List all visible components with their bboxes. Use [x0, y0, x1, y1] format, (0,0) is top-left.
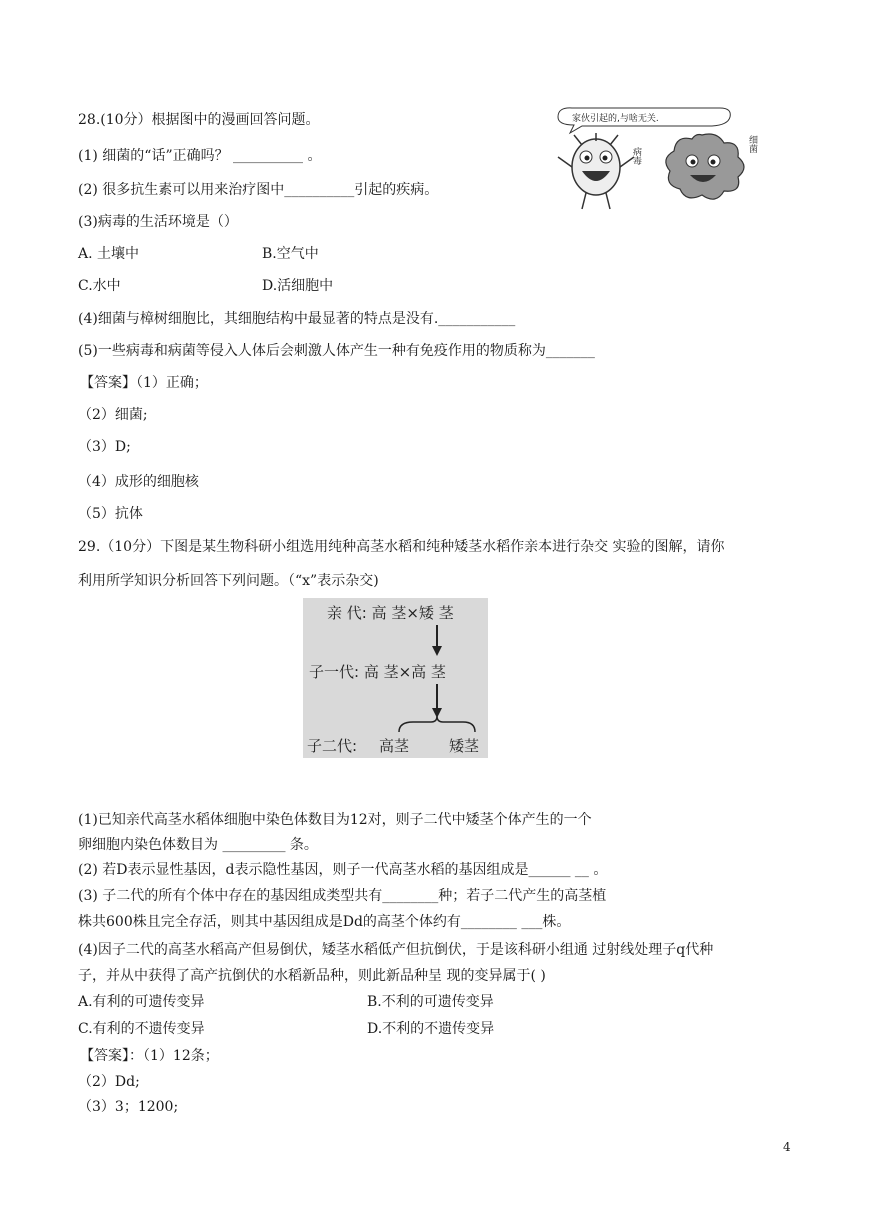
f2-short: 矮茎	[449, 737, 480, 755]
virus-character-icon	[558, 133, 634, 209]
q28-title: 28.(10分）根据图中的漫画回答问题。	[78, 112, 320, 128]
q28-answer-4: （4）成形的细胞核	[78, 474, 199, 490]
page-number: 4	[783, 1140, 791, 1154]
q29-option-b: B.不利的可遗传变异	[367, 994, 494, 1010]
q28-option-b: B.空气中	[262, 246, 319, 262]
q29-line-3: (2) 若D表示显性基因，d表示隐性基因，则子一代高茎水稻的基因组成是______ __ 。	[78, 862, 608, 878]
cartoon-speech: 家伙引起的,与啥无关.	[572, 114, 659, 124]
q29-intro-2: 利用所学知识分析回答下列问题。（“x”表示杂交)	[78, 573, 379, 589]
parent-generation-row: 亲 代: 高 茎×矮 茎	[327, 604, 454, 622]
q28-line-5: (5)一些病毒和病菌等侵入人体后会刺激人体产生一种有免疫作用的物质称为_______	[78, 343, 595, 359]
answer-1: （1）正确；	[136, 375, 208, 391]
f2-tall: 高茎	[379, 737, 410, 755]
q29-answer-3: （3）3；1200;	[78, 1099, 179, 1115]
answer-label: 【答案】	[80, 1048, 129, 1064]
answer-1: ：（1）12条；	[129, 1048, 219, 1064]
f1-generation-row: 子一代: 高 茎×高 茎	[309, 663, 446, 681]
q29-line-5: 株共600株且完全存活，则其中基因组成是Dd的高茎个体约有________ ___株。	[78, 914, 571, 930]
q29-line-2: 卵细胞内染色体数目为 _________ 条。	[78, 837, 318, 853]
q29-line-6: (4)因子二代的高茎水稻高产但易倒伏，矮茎水稻低产但抗倒伏，于是该科研小组通 过射线处理子q代种	[78, 942, 714, 958]
brace-icon	[399, 716, 475, 732]
q28-line-1: (1) 细菌的“话”正确吗？ __________ 。	[78, 148, 322, 164]
virus-label: 病毒	[631, 147, 641, 165]
q29-answer-2: （2）Dd;	[78, 1074, 140, 1090]
q29-option-a: A.有利的可遗传变异	[78, 994, 205, 1010]
q28-answer	[80, 373, 208, 393]
bacteria-character-icon	[666, 134, 744, 199]
q28-option-a: A. 土壤中	[78, 246, 140, 262]
q28-line-4: (4)细菌与樟树细胞比，其细胞结构中最显著的特点是没有.___________	[78, 311, 516, 327]
q29-line-1: (1)已知亲代高茎水稻体细胞中染色体数目为12对，则子二代中矮茎个体产生的一个	[78, 812, 592, 828]
f2-generation-label: 子二代:	[307, 737, 358, 755]
q29-answer	[80, 1046, 219, 1066]
q29-option-d: D.不利的不遗传变异	[367, 1021, 495, 1037]
bacteria-label: 细菌	[747, 135, 757, 153]
q29-line-7: 子，并从中获得了高产抗倒伏的水稻新品种，则此新品种呈 现的变异属于( )	[78, 968, 546, 984]
answer-label: 【答案】	[80, 375, 136, 391]
q29-line-4: (3) 子二代的所有个体中存在的基因组成类型共有________种；若子二代产生的高茎植	[78, 888, 607, 904]
q29-option-c: C.有利的不遗传变异	[78, 1021, 205, 1037]
virus-bacteria-cartoon	[552, 105, 787, 217]
q29-intro-1: 29.（10分）下图是某生物科研小组选用纯种高茎水稻和纯种矮茎水稻作亲本进行杂交 实验的图解，请你	[78, 539, 725, 555]
q28-answer-3: （3）D;	[78, 439, 131, 455]
q28-answer-5: （5）抗体	[78, 506, 143, 522]
q28-option-d: D.活细胞中	[262, 278, 334, 294]
hybridization-diagram	[303, 598, 488, 758]
q28-line-2: (2) 很多抗生素可以用来治疗图中__________引起的疾病。	[78, 182, 439, 198]
arrow-head-icon	[432, 646, 442, 656]
q28-line-3: (3)病毒的生活环境是（）	[78, 214, 238, 230]
q28-answer-2: （2）细菌;	[78, 407, 148, 423]
q28-option-c: C.水中	[78, 278, 121, 294]
